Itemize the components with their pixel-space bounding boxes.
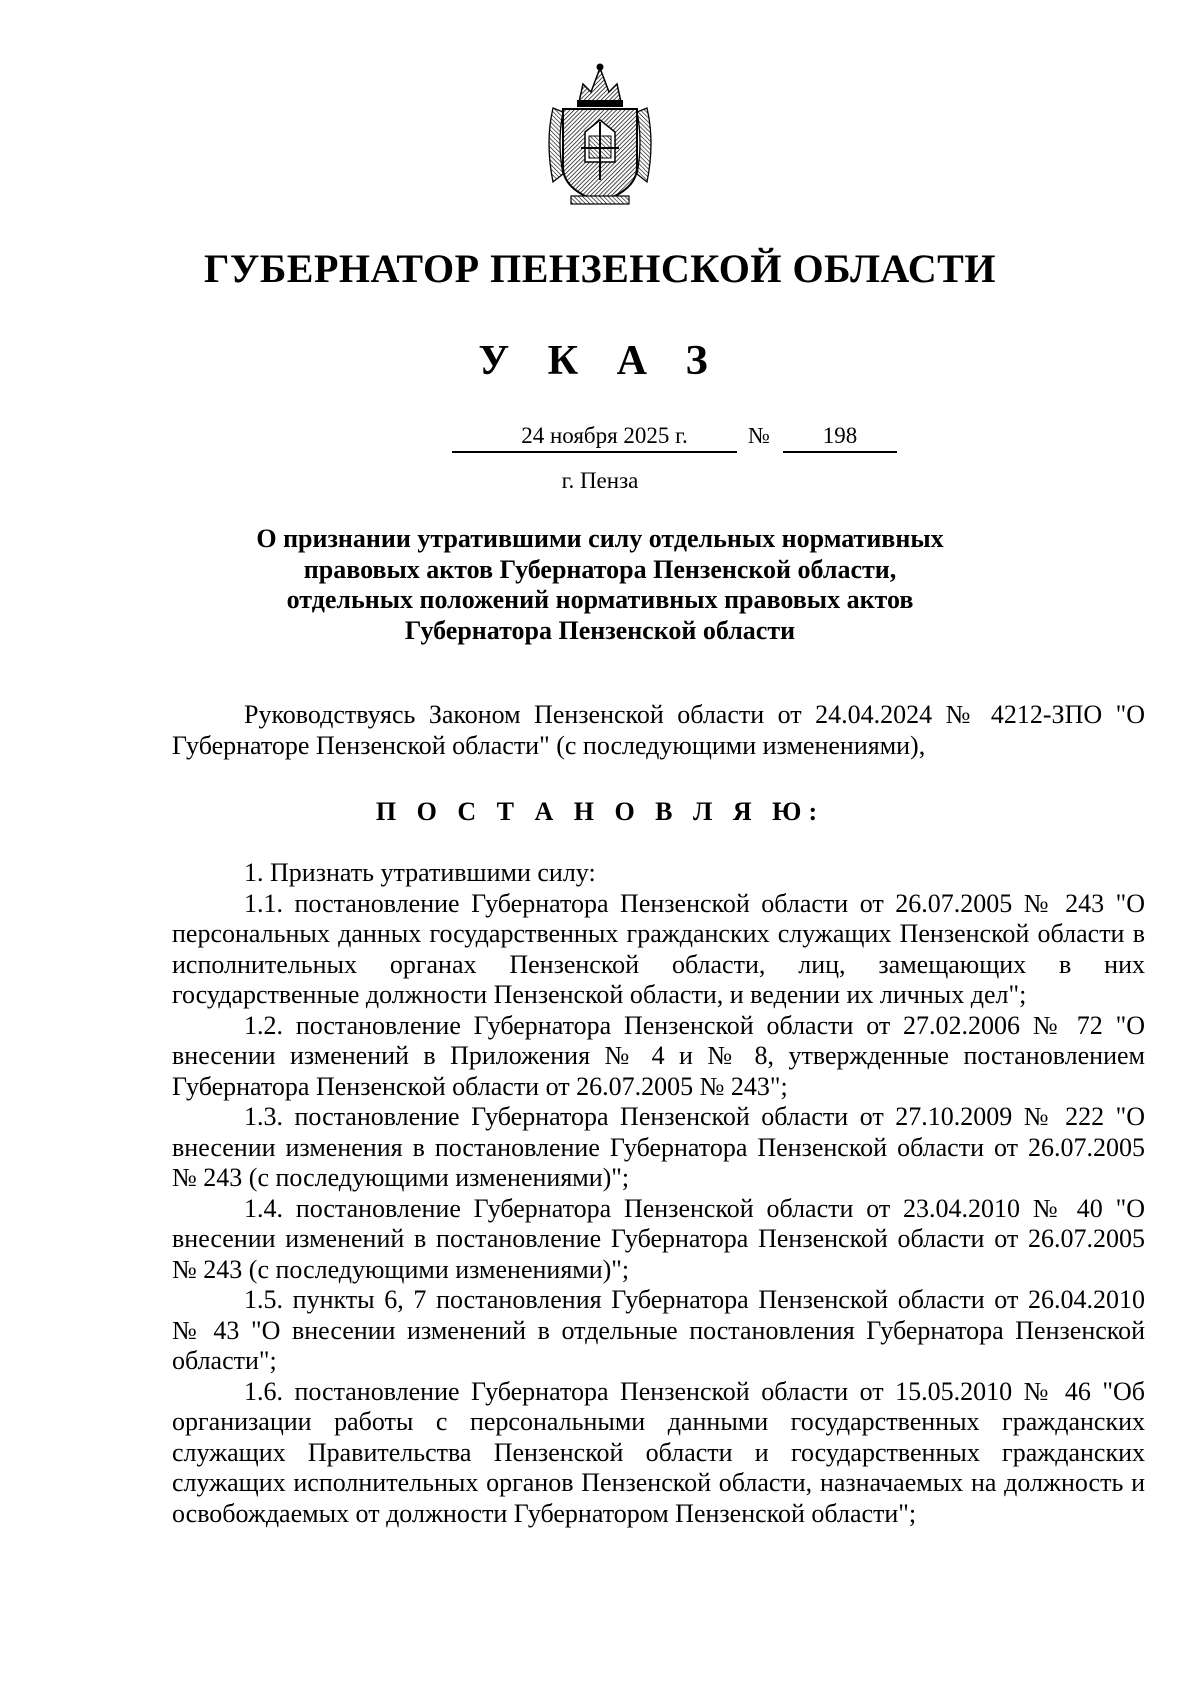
subject-line: правовых актов Губернатора Пензенской области, [303, 554, 897, 584]
subitem-1-2: 1.2. постановление Губернатора Пензенской области от 27.02.2006 № 72 "О внесении изменений в Приложения № 4 и № 8, утвержденные постановлением Губернатора Пензенской области от 26.07.2005 № 243"; [172, 1010, 1145, 1101]
subitem-1-1: 1.1. постановление Губернатора Пензенской области от 26.07.2005 № 243 "О персональных данных государственных гражданских служащих Пензенской области в исполнительных органах Пензенской области, лиц, замещающих в них государственные должности Пензенской области, и ведении их личных дел"; [172, 888, 1145, 1009]
preamble [172, 700, 1145, 761]
preamble-text: Руководствуясь Законом Пензенской области от 24.04.2024 № 4212-ЗПО "О Губернаторе Пензенской области" (с последующими изменениями), [172, 700, 1145, 760]
subitem-1-6: 1.6. постановление Губернатора Пензенской области от 15.05.2010 № 46 "Об организации работы с персональными данными государственных гражданских служащих Правительства Пензенской области и государственных гражданских служащих исполнительных органов Пензенской области, назначаемых на должность и освобождаемых от должности Губернатором Пензенской области"; [172, 1376, 1145, 1528]
subject-line: отдельных положений нормативных правовых актов [286, 585, 914, 614]
subject-line: Губернатора Пензенской области [404, 615, 796, 645]
subitem-1-5: 1.5. пункты 6, 7 постановления Губернатора Пензенской области от 26.04.2010 № 43 "О внесении изменений в отдельные постановления Губернатора Пензенской области"; [172, 1285, 1145, 1375]
item-1: 1. Признать утратившими силу: [244, 858, 596, 887]
document-number: 198 [783, 421, 897, 453]
date-number-line [0, 421, 1200, 453]
subject-line: О признании утратившими силу отдельных нормативных [256, 524, 944, 553]
decree-items [172, 858, 1145, 1529]
document-type: У К А З [478, 338, 722, 384]
issuing-authority: ГУБЕРНАТОР ПЕНЗЕНСКОЙ ОБЛАСТИ [204, 246, 996, 291]
subitem-1-4: 1.4. постановление Губернатора Пензенской области от 23.04.2010 № 40 "О внесении изменений в постановление Губернатора Пензенской области от 26.07.2005 № 243 (с последующими изменениями)"; [172, 1193, 1145, 1284]
city: г. Пенза [561, 468, 639, 493]
number-sign: № [748, 423, 770, 448]
document-date: 24 ноября 2025 г. [452, 421, 737, 453]
coat-of-arms-icon [541, 62, 659, 210]
decree-word: П О С Т А Н О В Л Я Ю: [375, 797, 825, 826]
subitem-1-3: 1.3. постановление Губернатора Пензенской области от 27.10.2009 № 222 "О внесении изменения в постановление Губернатора Пензенской области от 26.07.2005 № 243 (с последующими изменениями)"; [172, 1102, 1145, 1192]
document-subject [0, 524, 1200, 646]
